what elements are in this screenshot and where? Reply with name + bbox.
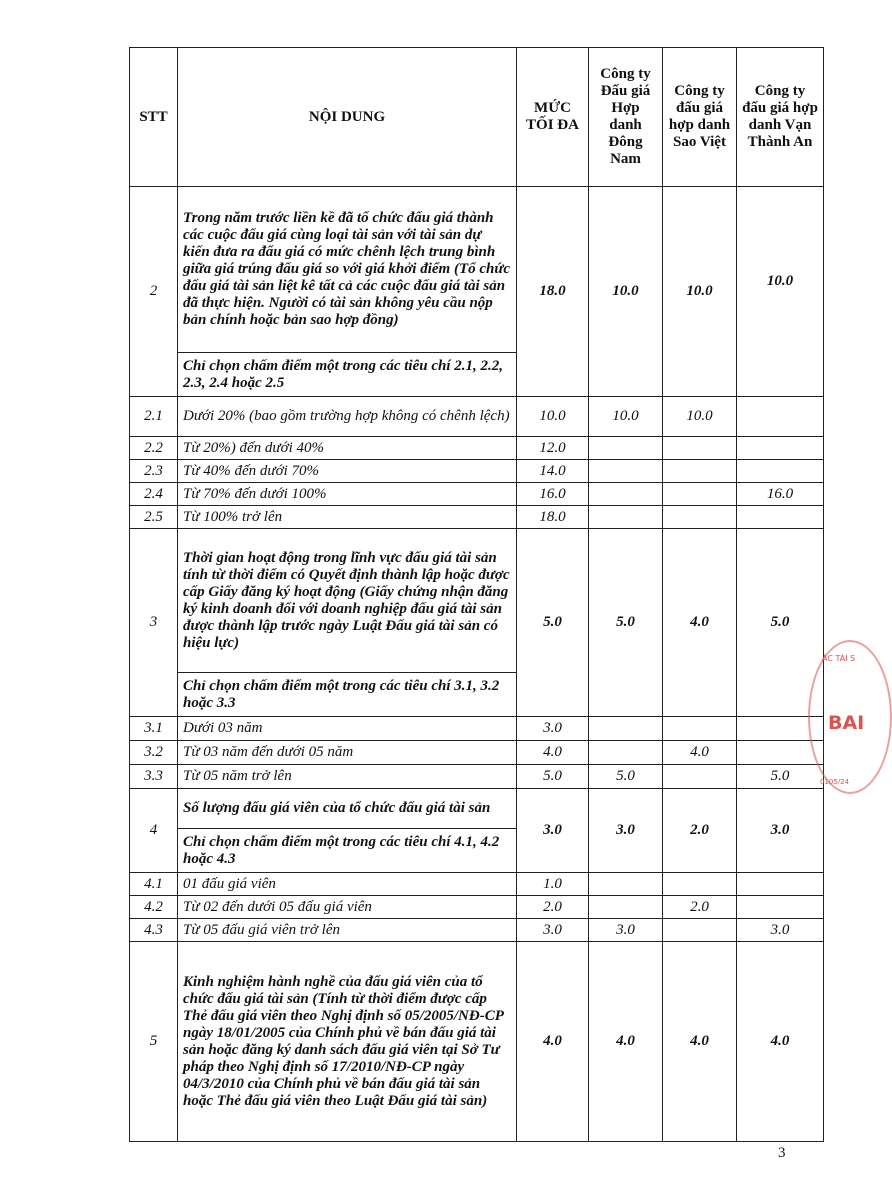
row-stt: 2.2 — [130, 437, 178, 460]
table-row — [130, 873, 824, 896]
score-sao-viet: 2.0 — [663, 789, 737, 873]
score-van-thanh-an — [737, 873, 824, 896]
table-row — [130, 896, 824, 919]
stamp-text-top: ÁC TÀI S — [822, 654, 856, 663]
table-row — [130, 506, 824, 529]
score-sao-viet: 2.0 — [663, 896, 737, 919]
score-sao-viet — [663, 483, 737, 506]
criterion-note: Chỉ chọn chấm điểm một trong các tiêu chí 3.1, 3.2 hoặc 3.3 — [178, 673, 517, 717]
score-sao-viet: 4.0 — [663, 942, 737, 1142]
score-van-thanh-an: 4.0 — [737, 942, 824, 1142]
table-row — [130, 741, 824, 765]
criterion-description: Từ 05 năm trở lên — [178, 765, 517, 789]
score-dong-nam: 3.0 — [589, 789, 663, 873]
score-dong-nam — [589, 437, 663, 460]
score-dong-nam: 10.0 — [589, 187, 663, 397]
criterion-description: Từ 05 đấu giá viên trở lên — [178, 919, 517, 942]
row-stt: 2.1 — [130, 397, 178, 437]
row-stt: 5 — [130, 942, 178, 1142]
criterion-description: Từ 100% trở lên — [178, 506, 517, 529]
score-dong-nam: 10.0 — [589, 397, 663, 437]
score-van-thanh-an: 5.0 — [737, 765, 824, 789]
criterion-description: Trong năm trước liền kề đã tổ chức đấu giá thành các cuộc đấu giá cùng loại tài sản với tài sản dự kiến đưa ra đấu giá có mức chênh lệch trung bình giữa giá trúng đấu giá so với giá khởi điểm (Tổ chức đấu giá tài sản liệt kê tất cả các cuộc đấu giá tài sản đã thực hiện. Người có tài sản không yêu cầu nộp bản chính hoặc bản sao hợp đồng) — [178, 187, 517, 353]
section-row-5 — [130, 942, 824, 1142]
criterion-description: Từ 03 năm đến dưới 05 năm — [178, 741, 517, 765]
score-dong-nam: 4.0 — [589, 942, 663, 1142]
row-stt: 4 — [130, 789, 178, 873]
max-score: 4.0 — [517, 741, 589, 765]
score-sao-viet — [663, 506, 737, 529]
score-dong-nam — [589, 896, 663, 919]
max-score: 2.0 — [517, 896, 589, 919]
score-dong-nam — [589, 506, 663, 529]
criterion-description: Từ 70% đến dưới 100% — [178, 483, 517, 506]
score-van-thanh-an — [737, 506, 824, 529]
max-score: 1.0 — [517, 873, 589, 896]
max-score: 10.0 — [517, 397, 589, 437]
score-dong-nam — [589, 483, 663, 506]
row-stt: 2.5 — [130, 506, 178, 529]
score-van-thanh-an: 16.0 — [737, 483, 824, 506]
red-seal-stamp — [808, 640, 868, 800]
criterion-description: Thời gian hoạt động trong lĩnh vực đấu giá tài sản tính từ thời điểm có Quyết định thành lập hoặc được cấp Giấy đăng ký hoạt động (Giấy chứng nhận đăng ký kinh doanh đối với doanh nghiệp đấu giá tài sản được thành lập trước ngày Luật Đấu giá tài sản có hiệu lực) — [178, 529, 517, 673]
row-stt: 2.4 — [130, 483, 178, 506]
stamp-text-bottom: 0105/24 — [820, 778, 850, 786]
row-stt: 2 — [130, 187, 178, 397]
max-score: 5.0 — [517, 529, 589, 717]
criterion-description: Kinh nghiệm hành nghề của đấu giá viên của tổ chức đấu giá tài sản (Tính từ thời điểm được cấp Thẻ đấu giá viên theo Nghị định số 05/2005/NĐ-CP ngày 18/01/2005 của Chính phủ về bán đấu giá tài sản hoặc đăng ký danh sách đấu giá viên tại Sở Tư pháp theo Nghị định số 17/2010/NĐ-CP ngày 04/3/2010 của Chính phủ về bán đấu giá tài sản hoặc Thẻ đấu giá viên theo Luật Đấu giá tài sản) — [178, 942, 517, 1142]
max-score: 5.0 — [517, 765, 589, 789]
table-row — [130, 397, 824, 437]
header-company-sao-viet: Công ty đấu giá hợp danh Sao Việt — [663, 48, 737, 187]
table-row — [130, 460, 824, 483]
row-stt: 3.1 — [130, 717, 178, 741]
criterion-description: Từ 02 đến dưới 05 đấu giá viên — [178, 896, 517, 919]
score-sao-viet — [663, 437, 737, 460]
score-van-thanh-an: 3.0 — [737, 789, 824, 873]
header-noi-dung: NỘI DUNG — [178, 48, 517, 187]
max-score: 3.0 — [517, 919, 589, 942]
score-van-thanh-an: 3.0 — [737, 919, 824, 942]
score-sao-viet — [663, 717, 737, 741]
table-row — [130, 919, 824, 942]
section-row-4 — [130, 789, 824, 829]
header-row — [130, 48, 824, 187]
header-company-van-thanh-an: Công ty đấu giá hợp danh Vạn Thành An — [737, 48, 824, 187]
criterion-description: Dưới 03 năm — [178, 717, 517, 741]
score-van-thanh-an: 5.0 — [737, 529, 824, 717]
score-dong-nam — [589, 460, 663, 483]
criterion-description: Từ 20%) đến dưới 40% — [178, 437, 517, 460]
row-stt: 2.3 — [130, 460, 178, 483]
score-sao-viet: 10.0 — [663, 397, 737, 437]
score-dong-nam — [589, 717, 663, 741]
score-dong-nam: 5.0 — [589, 765, 663, 789]
criterion-description: Từ 40% đến dưới 70% — [178, 460, 517, 483]
score-van-thanh-an: 10.0 — [737, 187, 824, 397]
score-sao-viet — [663, 873, 737, 896]
page-number: 3 — [778, 1145, 786, 1161]
stamp-text-center: BAI — [828, 712, 865, 734]
score-van-thanh-an — [737, 460, 824, 483]
table-row — [130, 717, 824, 741]
max-score: 18.0 — [517, 506, 589, 529]
criterion-description: Dưới 20% (bao gồm trường hợp không có chênh lệch) — [178, 397, 517, 437]
max-score: 14.0 — [517, 460, 589, 483]
row-stt: 3 — [130, 529, 178, 717]
max-score: 4.0 — [517, 942, 589, 1142]
score-dong-nam: 3.0 — [589, 919, 663, 942]
max-score: 18.0 — [517, 187, 589, 397]
score-sao-viet — [663, 765, 737, 789]
max-score: 12.0 — [517, 437, 589, 460]
table-row — [130, 765, 824, 789]
score-sao-viet: 4.0 — [663, 529, 737, 717]
score-van-thanh-an — [737, 397, 824, 437]
score-dong-nam — [589, 741, 663, 765]
score-table — [129, 47, 824, 1142]
header-muc-toi-da: MỨC TỐI ĐA — [517, 48, 589, 187]
score-sao-viet: 10.0 — [663, 187, 737, 397]
section-row-2 — [130, 187, 824, 353]
score-sao-viet — [663, 919, 737, 942]
max-score: 3.0 — [517, 789, 589, 873]
criterion-description: Số lượng đấu giá viên của tổ chức đấu giá tài sản — [178, 789, 517, 829]
score-van-thanh-an — [737, 896, 824, 919]
score-sao-viet: 4.0 — [663, 741, 737, 765]
score-sao-viet — [663, 460, 737, 483]
header-company-dong-nam: Công ty Đấu giá Hợp danh Đông Nam — [589, 48, 663, 187]
score-van-thanh-an — [737, 437, 824, 460]
row-stt: 3.3 — [130, 765, 178, 789]
row-stt: 4.3 — [130, 919, 178, 942]
row-stt: 3.2 — [130, 741, 178, 765]
criterion-description: 01 đấu giá viên — [178, 873, 517, 896]
criterion-note: Chỉ chọn chấm điểm một trong các tiêu chí 2.1, 2.2, 2.3, 2.4 hoặc 2.5 — [178, 353, 517, 397]
row-stt: 4.2 — [130, 896, 178, 919]
header-stt: STT — [130, 48, 178, 187]
row-stt: 4.1 — [130, 873, 178, 896]
score-dong-nam — [589, 873, 663, 896]
table-row — [130, 437, 824, 460]
criterion-note: Chỉ chọn chấm điểm một trong các tiêu chí 4.1, 4.2 hoặc 4.3 — [178, 829, 517, 873]
score-dong-nam: 5.0 — [589, 529, 663, 717]
max-score: 16.0 — [517, 483, 589, 506]
max-score: 3.0 — [517, 717, 589, 741]
section-row-3 — [130, 529, 824, 673]
table-row — [130, 483, 824, 506]
